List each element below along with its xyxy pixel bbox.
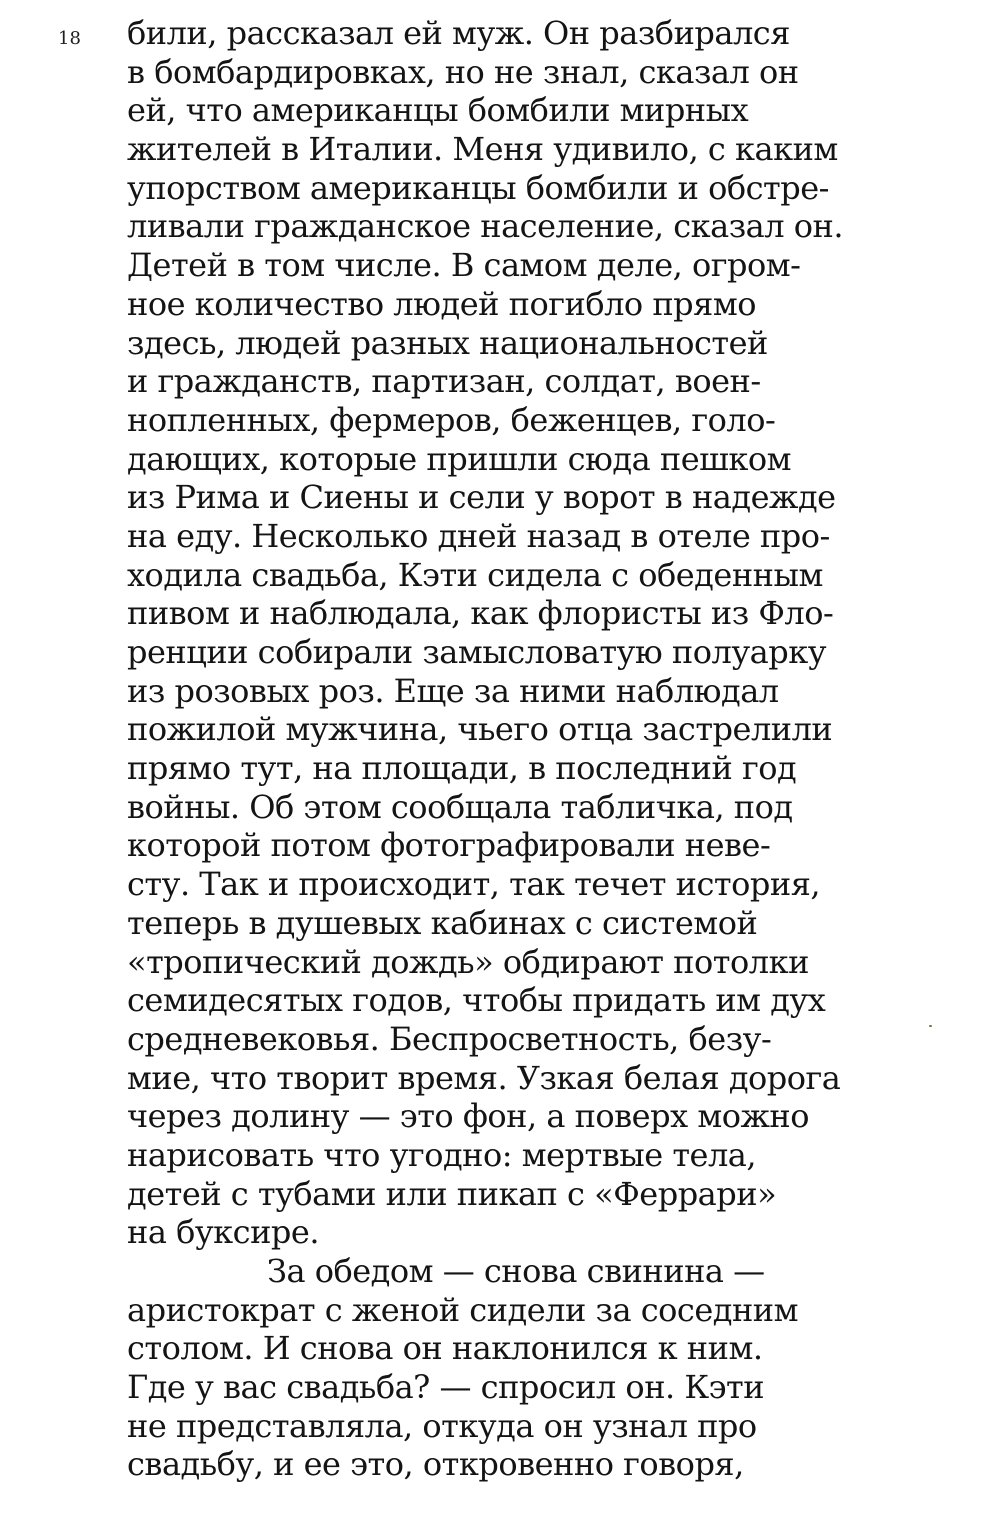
text-line: из Рима и Сиены и сели у ворот в надежде: [127, 478, 836, 517]
text-line: ей, что американцы бомбили мирных: [127, 91, 749, 130]
text-line: нопленных, фермеров, беженцев, голо-: [127, 400, 776, 439]
text-line: свадьбу, и ее это, откровенно говоря,: [127, 1445, 744, 1484]
text-line: сту. Так и происходит, так течет история,: [127, 865, 821, 904]
text-line: били, рассказал ей муж. Он разбирался: [127, 14, 790, 52]
text-line: здесь, людей разных национальностей: [127, 323, 768, 362]
text-line: упорством американцы бомбили и обстре-: [127, 168, 829, 207]
text-line: не представляла, откуда он узнал про: [127, 1406, 757, 1445]
scan-speck: [929, 1025, 932, 1027]
text-line: мие, что творит время. Узкая белая дорога: [127, 1058, 841, 1097]
text-line: пивом и наблюдала, как флористы из Фло-: [127, 594, 834, 633]
text-line: и гражданств, партизан, солдат, воен-: [127, 362, 761, 401]
text-line: нарисовать что угодно: мертвые тела,: [127, 1135, 757, 1174]
text-line: через долину — это фон, а поверх можно: [127, 1097, 809, 1136]
text-line: которой потом фотографировали неве-: [127, 826, 771, 865]
text-line: аристократ с женой сидели за соседним: [127, 1290, 798, 1329]
text-line: теперь в душевых кабинах с системой: [127, 903, 758, 942]
text-line: пожилой мужчина, чьего отца застрелили: [127, 710, 833, 749]
text-line: семидесятых годов, чтобы придать им дух: [127, 981, 826, 1020]
text-line: ливали гражданское население, сказал он.: [127, 207, 844, 246]
text-line: столом. И снова он наклонился к ним.: [127, 1329, 763, 1368]
text-line: Детей в том числе. В самом деле, огром-: [127, 246, 801, 285]
text-line: ное количество людей погибло прямо: [127, 284, 756, 323]
text-line: Где у вас свадьба? — спросил он. Кэти: [127, 1368, 765, 1407]
page-number: 18: [58, 28, 81, 49]
text-line: ренции собирали замысловатую полуарку: [127, 633, 827, 671]
text-line: войны. Об этом сообщала табличка, под: [127, 787, 793, 826]
paragraph-start-line: За обедом — снова свинина —: [267, 1252, 765, 1290]
body-text: [127, 14, 987, 1484]
text-line: «тропический дождь» обдирают потолки: [127, 942, 809, 981]
text-line: в бомбардировках, но не знал, сказал он: [127, 52, 799, 91]
text-line: детей с тубами или пикап с «Феррари»: [127, 1174, 777, 1213]
text-line: дающих, которые пришли сюда пешком: [127, 439, 792, 478]
text-line: средневековья. Беспросветность, безу-: [127, 1019, 772, 1058]
text-line: из розовых роз. Еще за ними наблюдал: [127, 671, 779, 710]
text-line: на еду. Несколько дней назад в отеле про-: [127, 516, 830, 555]
text-line: ходила свадьба, Кэти сидела с обеденным: [127, 555, 823, 594]
text-line: жителей в Италии. Меня удивило, с каким: [127, 130, 838, 169]
text-line: прямо тут, на площади, в последний год: [127, 749, 797, 788]
text-line: на буксире.: [127, 1213, 320, 1252]
